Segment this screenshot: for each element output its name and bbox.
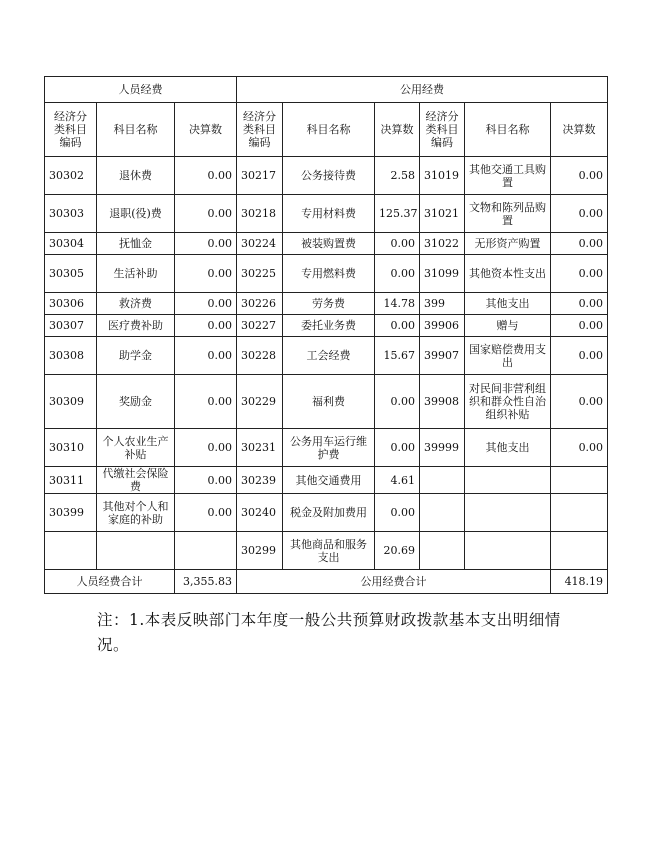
public-code-cell: 30225 xyxy=(237,255,283,293)
other-code-cell: 31021 xyxy=(420,195,465,233)
other-name-cell: 无形资产购置 xyxy=(465,233,551,255)
public-amount-cell: 2.58 xyxy=(375,157,420,195)
personnel-amount-cell: 0.00 xyxy=(175,157,237,195)
public-amount-cell: 20.69 xyxy=(375,532,420,570)
personnel-name-cell: 抚恤金 xyxy=(97,233,175,255)
group-header-public: 公用经费 xyxy=(237,77,608,103)
other-name-cell xyxy=(465,532,551,570)
table-row xyxy=(45,195,608,233)
public-name-cell: 专用材料费 xyxy=(283,195,375,233)
public-code-cell: 30231 xyxy=(237,429,283,467)
table-row xyxy=(45,233,608,255)
other-name-cell xyxy=(465,467,551,494)
public-name-cell: 其他交通费用 xyxy=(283,467,375,494)
other-code-cell: 39906 xyxy=(420,315,465,337)
personnel-total-label: 人员经费合计 xyxy=(45,570,175,594)
personnel-code-cell: 30305 xyxy=(45,255,97,293)
header-name: 科目名称 xyxy=(465,103,551,157)
public-code-cell: 30226 xyxy=(237,293,283,315)
header-amount: 决算数 xyxy=(551,103,608,157)
public-code-cell: 30217 xyxy=(237,157,283,195)
personnel-code-cell xyxy=(45,532,97,570)
personnel-amount-cell: 0.00 xyxy=(175,337,237,375)
public-amount-cell: 0.00 xyxy=(375,375,420,429)
other-name-cell: 其他交通工具购置 xyxy=(465,157,551,195)
other-amount-cell xyxy=(551,467,608,494)
personnel-name-cell: 救济费 xyxy=(97,293,175,315)
public-amount-cell: 0.00 xyxy=(375,494,420,532)
public-name-cell: 其他商品和服务支出 xyxy=(283,532,375,570)
personnel-code-cell: 30309 xyxy=(45,375,97,429)
public-code-cell: 30227 xyxy=(237,315,283,337)
other-amount-cell: 0.00 xyxy=(551,375,608,429)
personnel-amount-cell xyxy=(175,532,237,570)
public-code-cell: 30299 xyxy=(237,532,283,570)
public-code-cell: 30229 xyxy=(237,375,283,429)
other-name-cell: 国家赔偿费用支出 xyxy=(465,337,551,375)
expenditure-table xyxy=(44,76,608,594)
personnel-code-cell: 30399 xyxy=(45,494,97,532)
header-name: 科目名称 xyxy=(97,103,175,157)
public-code-cell: 30224 xyxy=(237,233,283,255)
public-code-cell: 30240 xyxy=(237,494,283,532)
other-amount-cell xyxy=(551,532,608,570)
table-row xyxy=(45,255,608,293)
other-amount-cell: 0.00 xyxy=(551,429,608,467)
public-total-value: 418.19 xyxy=(551,570,608,594)
other-code-cell: 31019 xyxy=(420,157,465,195)
public-name-cell: 委托业务费 xyxy=(283,315,375,337)
personnel-code-cell: 30303 xyxy=(45,195,97,233)
personnel-name-cell: 退休费 xyxy=(97,157,175,195)
public-code-cell: 30228 xyxy=(237,337,283,375)
header-name: 科目名称 xyxy=(283,103,375,157)
other-code-cell: 39999 xyxy=(420,429,465,467)
personnel-name-cell: 奖励金 xyxy=(97,375,175,429)
public-amount-cell: 0.00 xyxy=(375,429,420,467)
personnel-code-cell: 30302 xyxy=(45,157,97,195)
personnel-code-cell: 30307 xyxy=(45,315,97,337)
other-code-cell xyxy=(420,467,465,494)
other-name-cell xyxy=(465,494,551,532)
other-code-cell: 39908 xyxy=(420,375,465,429)
public-amount-cell: 15.67 xyxy=(375,337,420,375)
other-amount-cell: 0.00 xyxy=(551,157,608,195)
other-name-cell: 其他资本性支出 xyxy=(465,255,551,293)
public-code-cell: 30239 xyxy=(237,467,283,494)
table-row xyxy=(45,532,608,570)
other-amount-cell: 0.00 xyxy=(551,293,608,315)
personnel-name-cell: 助学金 xyxy=(97,337,175,375)
table-row xyxy=(45,494,608,532)
public-name-cell: 专用燃料费 xyxy=(283,255,375,293)
personnel-total-value: 3,355.83 xyxy=(175,570,237,594)
table-row xyxy=(45,375,608,429)
header-amount: 决算数 xyxy=(175,103,237,157)
other-name-cell: 其他支出 xyxy=(465,429,551,467)
other-code-cell: 39907 xyxy=(420,337,465,375)
personnel-name-cell: 医疗费补助 xyxy=(97,315,175,337)
other-amount-cell xyxy=(551,494,608,532)
public-amount-cell: 0.00 xyxy=(375,315,420,337)
public-name-cell: 被装购置费 xyxy=(283,233,375,255)
other-code-cell: 31022 xyxy=(420,233,465,255)
personnel-amount-cell: 0.00 xyxy=(175,315,237,337)
other-name-cell: 对民间非营利组织和群众性自治组织补贴 xyxy=(465,375,551,429)
personnel-code-cell: 30308 xyxy=(45,337,97,375)
personnel-amount-cell: 0.00 xyxy=(175,293,237,315)
public-amount-cell: 0.00 xyxy=(375,233,420,255)
personnel-amount-cell: 0.00 xyxy=(175,429,237,467)
other-code-cell: 31099 xyxy=(420,255,465,293)
personnel-amount-cell: 0.00 xyxy=(175,233,237,255)
other-amount-cell: 0.00 xyxy=(551,255,608,293)
personnel-code-cell: 30311 xyxy=(45,467,97,494)
footnote: 注：1.本表反映部门本年度一般公共预算财政拨款基本支出明细情况。 xyxy=(97,611,561,654)
public-amount-cell: 4.61 xyxy=(375,467,420,494)
other-name-cell: 文物和陈列品购置 xyxy=(465,195,551,233)
public-name-cell: 劳务费 xyxy=(283,293,375,315)
personnel-name-cell: 代缴社会保险费 xyxy=(97,467,175,494)
personnel-code-cell: 30306 xyxy=(45,293,97,315)
personnel-name-cell: 个人农业生产补贴 xyxy=(97,429,175,467)
other-code-cell xyxy=(420,532,465,570)
personnel-name-cell: 退职(役)费 xyxy=(97,195,175,233)
public-name-cell: 公务用车运行维护费 xyxy=(283,429,375,467)
group-header-personnel: 人员经费 xyxy=(45,77,237,103)
other-amount-cell: 0.00 xyxy=(551,195,608,233)
table-row xyxy=(45,337,608,375)
personnel-name-cell xyxy=(97,532,175,570)
other-amount-cell: 0.00 xyxy=(551,233,608,255)
totals-row xyxy=(45,570,608,594)
personnel-code-cell: 30304 xyxy=(45,233,97,255)
table-row xyxy=(45,467,608,494)
header-amount: 决算数 xyxy=(375,103,420,157)
personnel-code-cell: 30310 xyxy=(45,429,97,467)
personnel-amount-cell: 0.00 xyxy=(175,255,237,293)
personnel-amount-cell: 0.00 xyxy=(175,467,237,494)
header-code: 经济分类科目编码 xyxy=(420,103,465,157)
personnel-amount-cell: 0.00 xyxy=(175,494,237,532)
header-code: 经济分类科目编码 xyxy=(237,103,283,157)
public-amount-cell: 125.37 xyxy=(375,195,420,233)
personnel-name-cell: 生活补助 xyxy=(97,255,175,293)
public-name-cell: 福利费 xyxy=(283,375,375,429)
public-amount-cell: 0.00 xyxy=(375,255,420,293)
personnel-amount-cell: 0.00 xyxy=(175,195,237,233)
table-row xyxy=(45,293,608,315)
other-name-cell: 其他支出 xyxy=(465,293,551,315)
other-name-cell: 赠与 xyxy=(465,315,551,337)
personnel-amount-cell: 0.00 xyxy=(175,375,237,429)
header-code: 经济分类科目编码 xyxy=(45,103,97,157)
public-name-cell: 税金及附加费用 xyxy=(283,494,375,532)
other-code-cell xyxy=(420,494,465,532)
other-code-cell: 399 xyxy=(420,293,465,315)
other-amount-cell: 0.00 xyxy=(551,315,608,337)
public-code-cell: 30218 xyxy=(237,195,283,233)
table-row xyxy=(45,429,608,467)
public-name-cell: 工会经费 xyxy=(283,337,375,375)
public-amount-cell: 14.78 xyxy=(375,293,420,315)
public-total-label: 公用经费合计 xyxy=(237,570,551,594)
table-row xyxy=(45,315,608,337)
personnel-name-cell: 其他对个人和家庭的补助 xyxy=(97,494,175,532)
public-name-cell: 公务接待费 xyxy=(283,157,375,195)
other-amount-cell: 0.00 xyxy=(551,337,608,375)
table-row xyxy=(45,157,608,195)
